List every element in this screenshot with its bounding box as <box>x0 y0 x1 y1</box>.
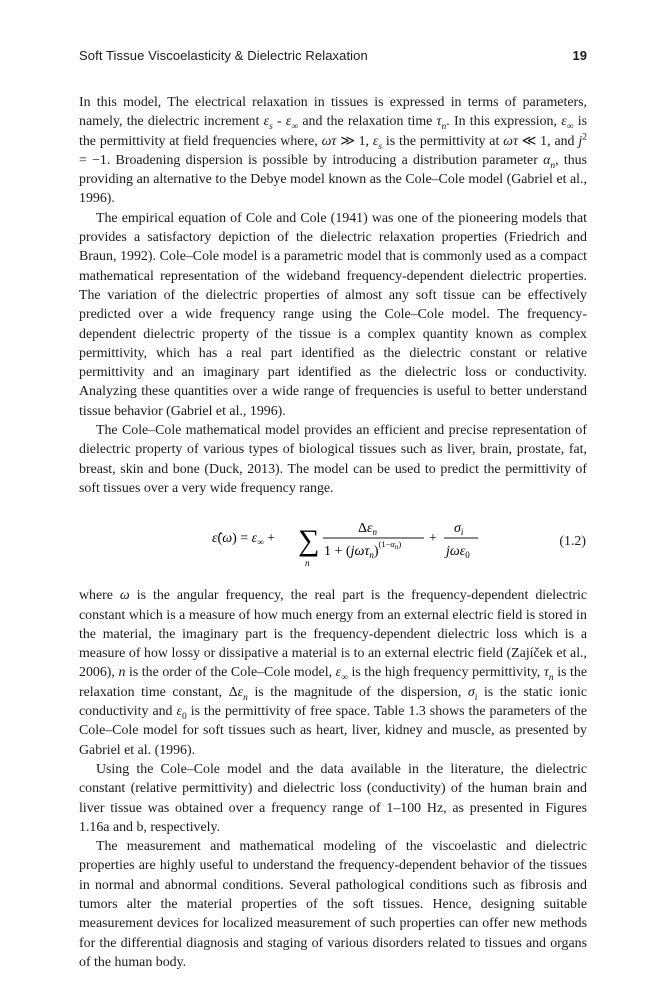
svg-text:1 + (jωτn)(1−αn): $1 + (j\omega\tau_n)^{(1-}\alpha n$) <box>324 539 402 561</box>
svg-text:σi: $\sigma_i$ <box>454 521 464 538</box>
paragraph: The Cole–Cole mathematical model provides an efficient and precise representation of dielectric property of various types of biological tissues such as liver, brain, prostate, fat, breast, skin and bone (Duck, 2013). The model can be used to predict the permittivity of soft tissues over a very wide frequency range. <box>79 423 587 496</box>
cole-cole-equation <box>210 510 490 576</box>
paragraph: Using the Cole–Cole model and the data available in the literature, the dielectric constant (relative permittivity) and dielectric loss (conductivity) of the human brain and liver tissue was obtained over a frequency range of 1–100 Hz, as presented in Figures 1.16a and b, respectively. <box>79 761 587 835</box>
running-head-title: Soft Tissue Viscoelasticity & Dielectric Relaxation <box>79 48 368 63</box>
page-number: 19 <box>572 48 587 63</box>
svg-text:+: + <box>429 531 437 547</box>
svg-text:ε̂(ω) = ε∞ +: ε̂(ω) = $\varepsilon_\infty$ + <box>212 531 276 548</box>
svg-text:∑: ∑ <box>298 524 320 558</box>
paragraph: The empirical equation of Cole and Cole (1941) was one of the pioneering models that provides a satisfactory depiction of the dielectric relaxation properties (Friedrich and Braun, 1992). Cole–Cole model is a parametric model that is commonly used as a compact mathematical representation of the wideband frequency-dependent dielectric properties. The variation of the dielectric properties of almost any soft tissue can be effectively predicted over a wide frequency range using the Cole–Cole model. The frequency-dependent dielectric property of the tissue is a complex quantity known as complex permittivity, which has a real part identified as the dielectric constant or relative permittivity and an imaginary part identified as the dielectric loss or conductivity. Analyzing these quantities over a wide range of frequencies is useful to better understand tissue behavior (Gabriel et al., 1996). <box>79 210 587 419</box>
body-text <box>79 93 587 972</box>
equation-number: (1.2) <box>559 534 586 550</box>
svg-text:jωε0: jωε$_0$ <box>446 544 470 561</box>
paragraph: In this model, The electrical relaxation in tissues is expressed in terms of parameters, namely, the dielectric increment $\varepsilon_s - \varepsilon_\infty$ and the relaxation time $\tau_n$. In this expression, $\varepsilon_\infty$ is the permittivity at field frequencies where, ωτ ≫ 1, $\varepsilon_s$ is the permittivity at ωτ ≪ 1, and $j^2 = -1$. Broadening dispersion is possible by introducing a distribution parameter $\alpha_n$, thus providing an alternative to the Debye model known as the Cole–Cole model (Gabriel et al., 1996). <box>79 95 587 207</box>
equation-1-2 <box>79 510 587 576</box>
running-head <box>79 48 587 68</box>
svg-text:Δεn: $\Delta\varepsilon_n$ <box>358 521 378 538</box>
paragraph: where ω is the angular frequency, the real part is the frequency-dependent dielectric constant which is a measure of how much energy from an external electric field is stored in the material, the imaginary part is the frequency-dependent dielectric loss which is a measure of how lossy or dissipative a material is to an external electric field (Zajíček et al., 2006), n is the order of the Cole–Cole model, $\varepsilon_\infty$ is the high frequency permittivity, $\tau_n$ is the relaxation time constant, $\Delta\varepsilon_n$ is the magnitude of the dispersion, $\sigma_i$ is the static ionic conductivity and $\varepsilon_0$ is the permittivity of free space. Table 1.3 shows the parameters of the Cole–Cole model for soft tissues such as heart, liver, kidney and muscle, as presented by Gabriel et al. (1996). <box>79 588 588 758</box>
svg-text:n: n <box>305 558 310 569</box>
paragraph: The measurement and mathematical modeling of the viscoelastic and dielectric properties are highly useful to understand the frequency-dependent behavior of the tissues in normal and abnormal conditions. Several pathological conditions such as fibrosis and tumors alter the material properties of the soft tissues. Hence, designing suitable measurement devices for localized measurement of such properties can offer new methods for the differential diagnosis and staging of various disorders related to tissues and organs of the human body. <box>79 839 587 970</box>
